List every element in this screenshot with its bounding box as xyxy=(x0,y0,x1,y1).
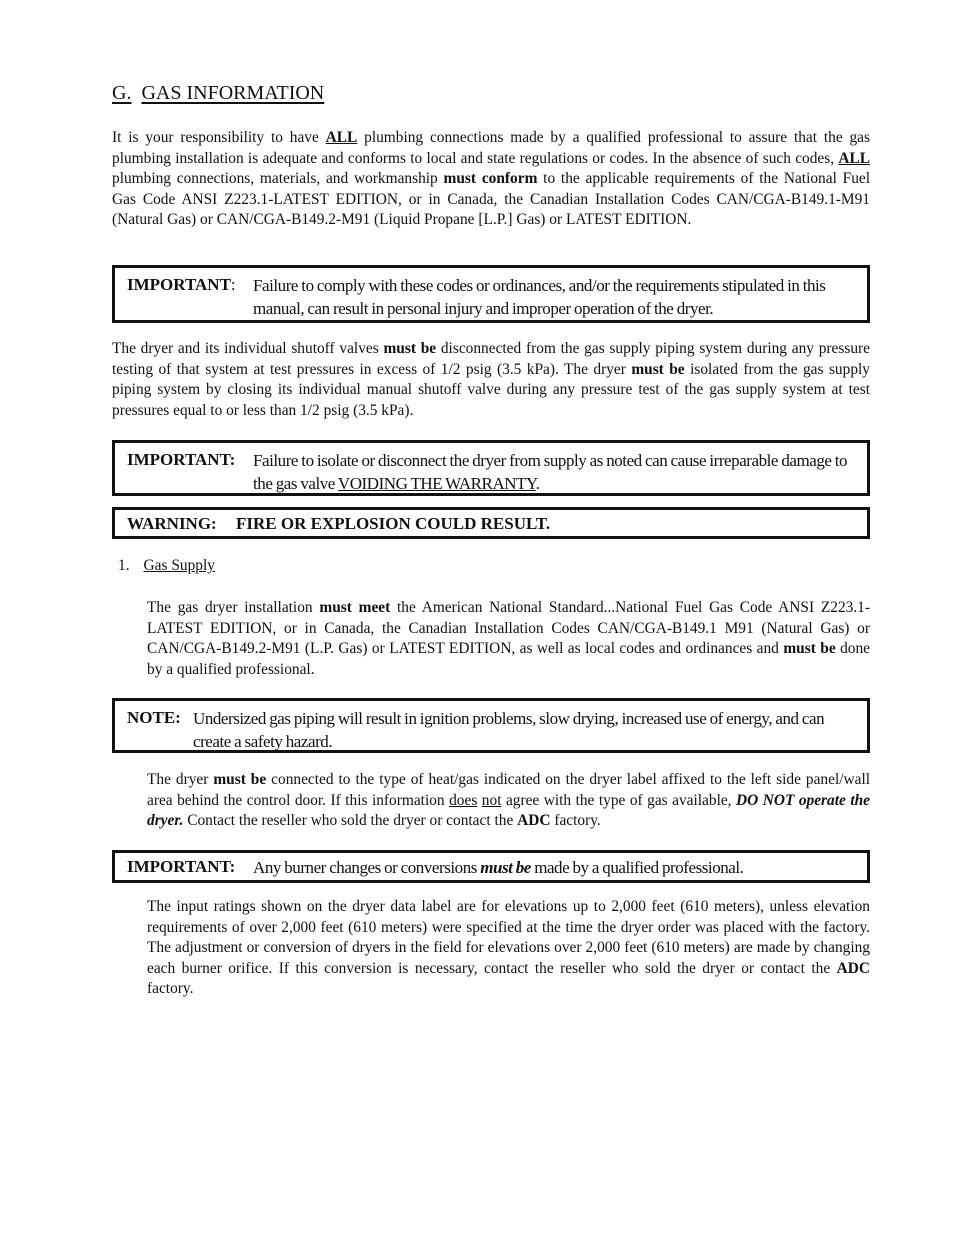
emphasis-adc: ADC xyxy=(836,959,870,977)
warning-label: WARNING: xyxy=(127,514,217,533)
responsibility-paragraph: It is your responsibility to have ALL plumbing connections made by a qualified professional to assure that the gas plumbing installation is adequate and conforms to local and state regulations or codes. In the absence of such codes, ALL plumbing connections, materials, and workmanship must conform to the applicable requirements of the National Fuel Gas Code ANSI Z223.1-LATEST EDITION, or in Canada, the Canadian Installation Codes CAN/CGA-B149.1-M91 (Natural Gas) or CAN/CGA-B149.2-M91 (Liquid Propane [L.P.] Gas) or LATEST EDITION. xyxy=(112,129,870,228)
emphasis-do-not-operate: DO NOT operate the dryer. xyxy=(147,791,870,829)
installation-standard-paragraph: The gas dryer installation must meet the American National Standard...National Fuel Gas Code ANSI Z223.1-LATEST EDITION, or in Canada, the Canadian Installation Codes CAN/CGA-B149.1 M91 (Natural Gas) or CAN/CGA-B149.2-M91 (L.P. Gas) or LATEST EDITION, as well as local codes and ordinances and must be done by a qualified professional. xyxy=(147,599,871,678)
emphasis-must-be: must be xyxy=(383,340,437,357)
emphasis-must-be: must be xyxy=(631,360,685,378)
item-title: Gas Supply xyxy=(143,557,215,574)
note-label: NOTE: xyxy=(127,708,181,727)
emphasis-all: ALL xyxy=(838,149,870,167)
gas-type-paragraph: The dryer must be connected to the type of heat/gas indicated on the dryer label affixed to the left side panel/wall area behind the control door. If this information does not agree with the type of gas available, DO NOT operate the dryer. Contact the reseller who sold the dryer or contact the ADC factory. xyxy=(147,771,870,829)
section-title: GAS INFORMATION xyxy=(141,82,325,104)
note-notice-piping xyxy=(112,698,870,753)
emphasis-must-conform: must conform xyxy=(443,170,538,187)
voiding-warranty-text: VOIDING THE WARRANTY xyxy=(337,473,536,493)
warning-text: FIRE OR EXPLOSION COULD RESULT. xyxy=(236,514,551,533)
emphasis-all: ALL xyxy=(325,129,358,146)
important-text: Failure to comply with these codes or ordinances, and/or the requirements stipulated in this manual, can result in personal injury and improper operation of the dryer. xyxy=(253,276,826,318)
elevation-ratings-paragraph: The input ratings shown on the dryer data label are for elevations up to 2,000 feet (610 meters), unless elevation requirements of over 2,000 feet (610 meters) were specified at the time the dryer order was placed with the factory. The adjustment or conversion of dryers in the field for elevations over 2,000 feet (610 meters) are made by changing each burner orifice. If this conversion is necessary, contact the reseller who sold the dryer or contact the ADC factory. xyxy=(147,898,870,997)
section-letter: G. xyxy=(112,82,132,104)
important-text: Any burner changes or conversions must be made by a qualified professional. xyxy=(253,858,744,877)
note-text: Undersized gas piping will result in ignition problems, slow drying, increased use of energy, and can create a safety hazard. xyxy=(193,709,825,751)
emphasis-not: not xyxy=(481,791,502,809)
emphasis-must-be: must be xyxy=(480,858,531,877)
important-text: Failure to isolate or disconnect the dryer from supply as noted can cause irreparable damage to the gas valve VOIDING THE WARRANTY. xyxy=(253,451,848,493)
important-label: IMPORTANT: xyxy=(127,857,236,876)
emphasis-must-be: must be xyxy=(213,771,267,788)
emphasis-does: does xyxy=(449,791,478,809)
warning-notice xyxy=(112,507,870,539)
gas-supply-subheading xyxy=(118,557,215,575)
important-label: IMPORTANT: xyxy=(127,275,236,294)
emphasis-adc: ADC xyxy=(517,812,551,829)
pressure-testing-paragraph: The dryer and its individual shutoff valves must be disconnected from the gas supply piping system during any pressure testing of that system at test pressures in excess of 1/2 psig (3.5 kPa). The dryer must be isolated from the gas supply piping system by closing its individual manual shutoff valve during any pressure test of the gas supply system at test pressures equal to or less than 1/2 psig (3.5 kPa). xyxy=(112,340,871,419)
item-number: 1. xyxy=(118,557,130,574)
important-label: IMPORTANT: xyxy=(127,450,236,469)
emphasis-must-be: must be xyxy=(783,640,836,657)
emphasis-must-meet: must meet xyxy=(319,599,391,616)
important-notice-burner xyxy=(112,850,870,883)
important-notice-warranty xyxy=(112,440,870,496)
section-heading xyxy=(112,82,324,105)
important-notice-codes xyxy=(112,265,870,323)
